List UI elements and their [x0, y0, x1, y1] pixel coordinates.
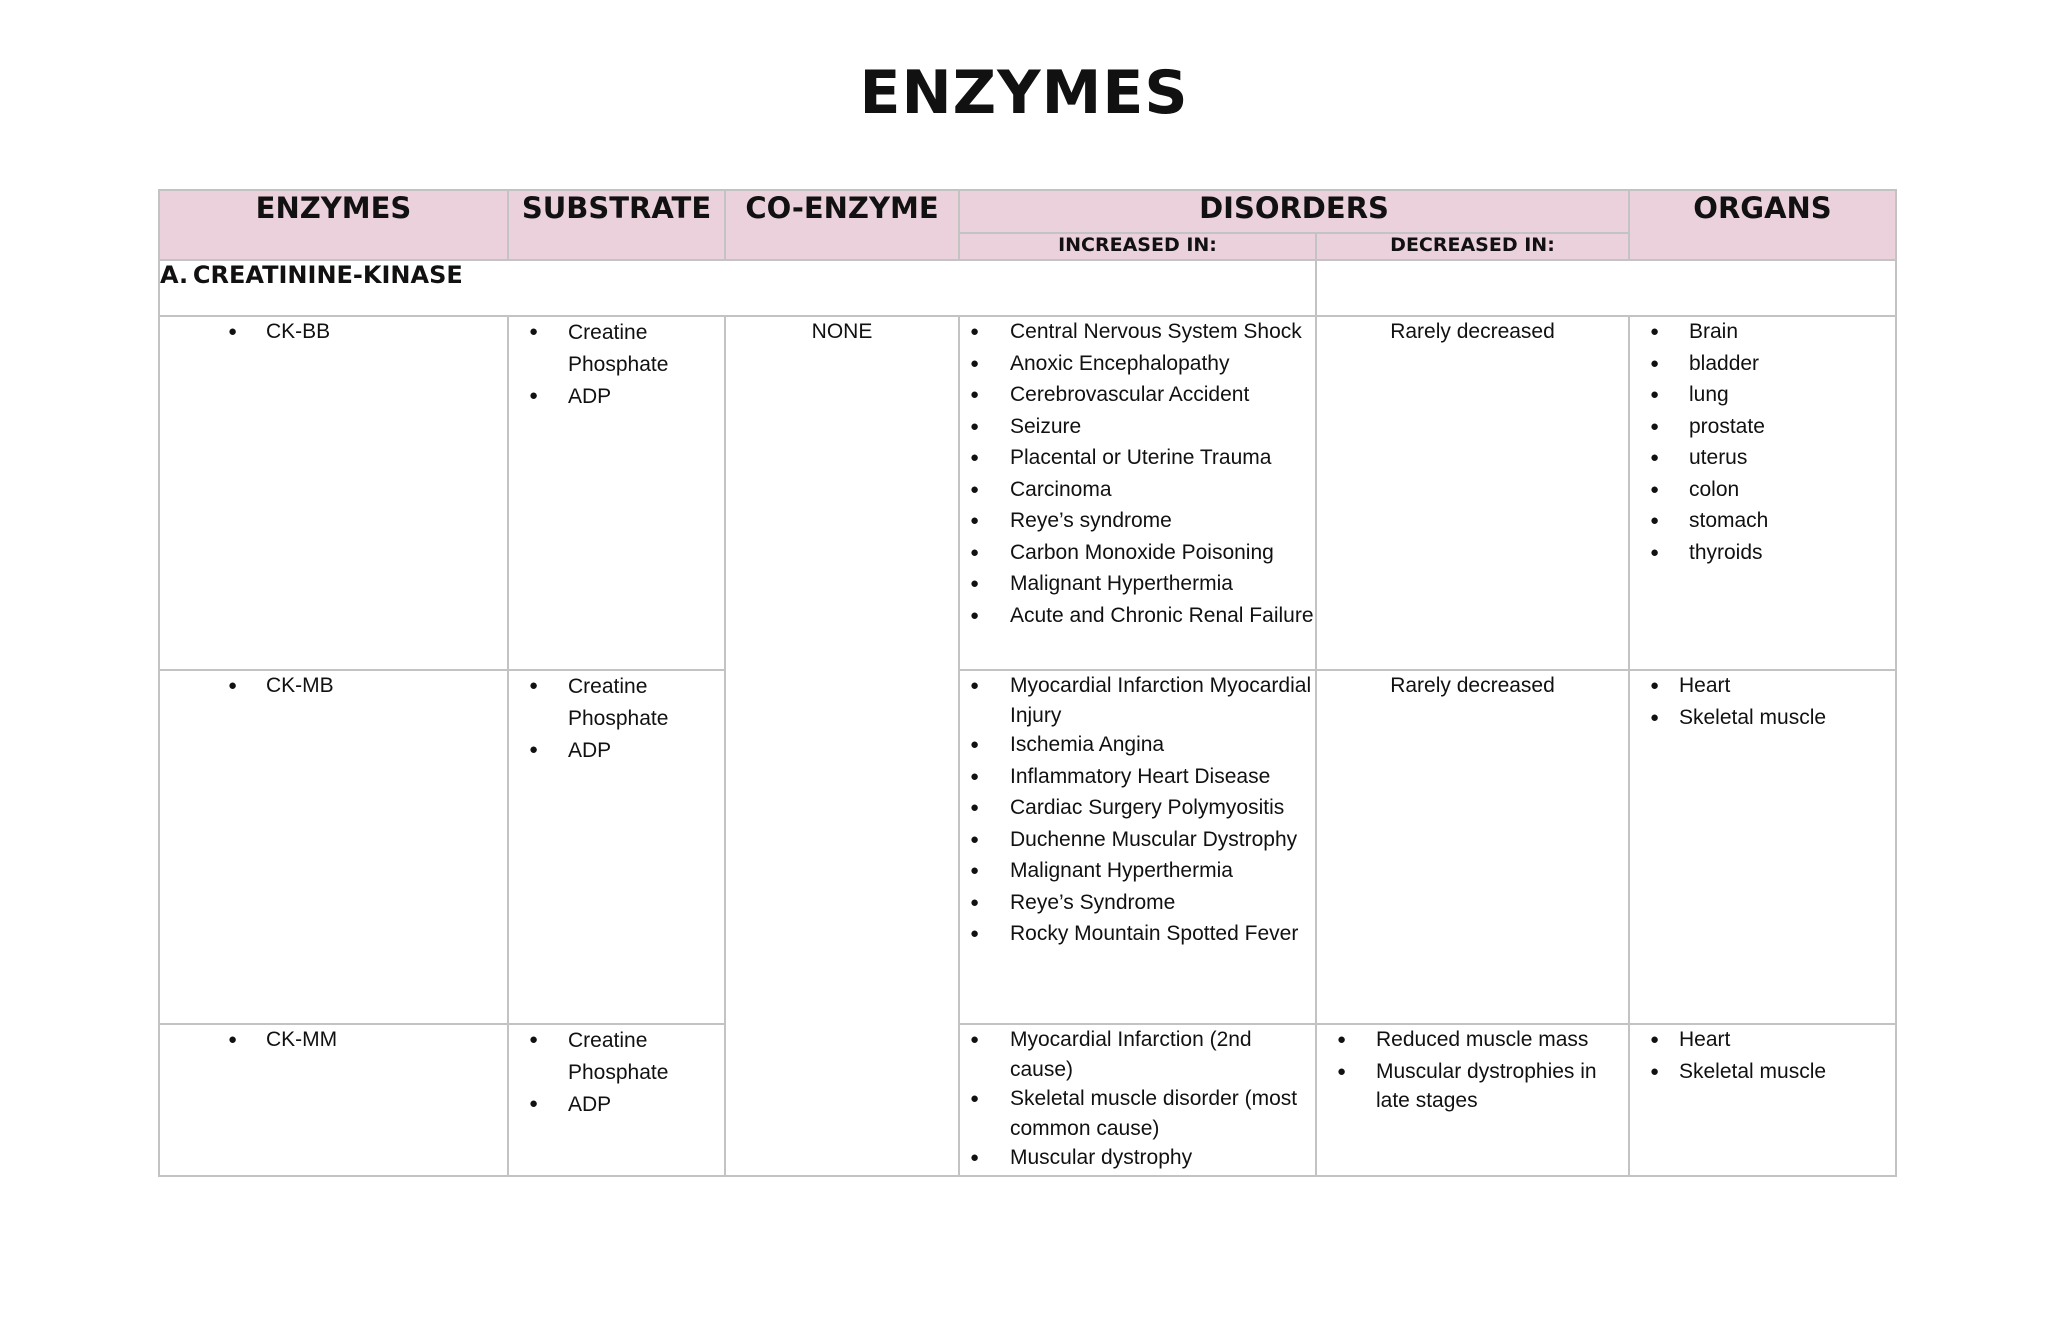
- list-item: ● Central Nervous System Shock: [960, 317, 1315, 349]
- bullet-icon: [1650, 1025, 1679, 1057]
- bullet-icon: [1650, 475, 1689, 507]
- list-item: ● Skeletal muscle disorder (most common cause): [960, 1084, 1315, 1143]
- organs-cell: [1629, 1024, 1896, 1176]
- bullet-icon: [970, 380, 1010, 412]
- list-item: ● Seizure: [960, 412, 1315, 444]
- list-item: ● Creatine Phosphate: [509, 671, 724, 735]
- bullet-icon: [1650, 1057, 1679, 1089]
- list-item: ● Anoxic Encephalopathy: [960, 349, 1315, 381]
- substrate-cell: [508, 1024, 725, 1176]
- bullet-icon: [970, 443, 1010, 475]
- substrate-cell: [508, 670, 725, 1024]
- bullet-icon: [970, 856, 1010, 888]
- bullet-icon: [970, 919, 1010, 951]
- list-item: ● Myocardial Infarction Myocardial Injury: [960, 671, 1315, 730]
- list-item: ● ADP: [509, 735, 724, 767]
- list-item: ● Placental or Uterine Trauma: [960, 443, 1315, 475]
- list-item: ● Malignant Hyperthermia: [960, 856, 1315, 888]
- header-substrate: SUBSTRATE: [508, 190, 725, 260]
- bullet-icon: [1337, 1025, 1376, 1057]
- bullet-icon: [970, 825, 1010, 857]
- bullet-icon: [970, 730, 1010, 762]
- bullet-icon: [1650, 443, 1689, 475]
- list-item: ● CK-BB: [160, 317, 507, 349]
- organs-cell: [1629, 670, 1896, 1024]
- coenzyme-cell: NONE: [725, 316, 959, 1176]
- list-item: ● Reye’s Syndrome: [960, 888, 1315, 920]
- list-item: ● Creatine Phosphate: [509, 1025, 724, 1089]
- list-item: ● Skeletal muscle: [1630, 703, 1895, 735]
- bullet-icon: [1650, 703, 1679, 735]
- bullet-icon: [970, 793, 1010, 825]
- decreased-cell: Rarely decreased: [1316, 316, 1629, 670]
- list-item: ● Heart: [1630, 671, 1895, 703]
- list-item: ● uterus: [1630, 443, 1895, 475]
- list-item: ● ADP: [509, 381, 724, 413]
- bullet-icon: [529, 381, 568, 413]
- list-item: ● Inflammatory Heart Disease: [960, 762, 1315, 794]
- bullet-icon: [1650, 412, 1689, 444]
- bullet-icon: [970, 349, 1010, 381]
- header-coenzyme: CO-ENZYME: [725, 190, 959, 260]
- increased-cell: [959, 316, 1316, 670]
- decreased-cell: Rarely decreased: [1316, 670, 1629, 1024]
- list-item: ● prostate: [1630, 412, 1895, 444]
- bullet-icon: [970, 1025, 1010, 1084]
- list-item: ● Malignant Hyperthermia: [960, 569, 1315, 601]
- header-increased: INCREASED IN:: [959, 233, 1316, 260]
- decreased-cell: [1316, 1024, 1629, 1176]
- list-item: ● CK-MM: [160, 1025, 507, 1057]
- bullet-icon: [970, 888, 1010, 920]
- bullet-icon: [1650, 349, 1689, 381]
- bullet-icon: [970, 1084, 1010, 1143]
- bullet-icon: [529, 1089, 568, 1121]
- list-item: ● bladder: [1630, 349, 1895, 381]
- bullet-icon: [970, 412, 1010, 444]
- bullet-icon: [1650, 538, 1689, 570]
- bullet-icon: [1650, 671, 1679, 703]
- bullet-icon: [529, 671, 568, 735]
- bullet-icon: [228, 1025, 266, 1057]
- list-item: ● thyroids: [1630, 538, 1895, 570]
- bullet-icon: [970, 762, 1010, 794]
- bullet-icon: [970, 569, 1010, 601]
- enzyme-cell: [159, 316, 508, 670]
- list-item: ● Acute and Chronic Renal Failure: [960, 601, 1315, 633]
- list-item: ● ADP: [509, 1089, 724, 1121]
- list-item: ● Reye’s syndrome: [960, 506, 1315, 538]
- enzyme-cell: [159, 1024, 508, 1176]
- header-disorders: DISORDERS: [959, 190, 1629, 233]
- list-item: ● Reduced muscle mass: [1317, 1025, 1628, 1057]
- bullet-icon: [1650, 317, 1689, 349]
- header-decreased: DECREASED IN:: [1316, 233, 1629, 260]
- bullet-icon: [970, 475, 1010, 507]
- bullet-icon: [1650, 380, 1689, 412]
- bullet-icon: [970, 317, 1010, 349]
- bullet-icon: [970, 671, 1010, 730]
- bullet-icon: [1337, 1057, 1376, 1116]
- list-item: ● colon: [1630, 475, 1895, 507]
- list-item: ● Duchenne Muscular Dystrophy: [960, 825, 1315, 857]
- page-title: ENZYMES: [859, 58, 1189, 128]
- header-enzymes: ENZYMES: [159, 190, 508, 260]
- list-item: ● Brain: [1630, 317, 1895, 349]
- list-item: ● Carcinoma: [960, 475, 1315, 507]
- list-item: ● Ischemia Angina: [960, 730, 1315, 762]
- section-empty-cell: [1316, 260, 1896, 316]
- bullet-icon: [970, 601, 1010, 633]
- increased-cell: [959, 1024, 1316, 1176]
- bullet-icon: [970, 1143, 1010, 1175]
- bullet-icon: [529, 1025, 568, 1089]
- substrate-cell: [508, 316, 725, 670]
- list-item: ● CK-MB: [160, 671, 507, 703]
- list-item: ● Cardiac Surgery Polymyositis: [960, 793, 1315, 825]
- list-item: ● Carbon Monoxide Poisoning: [960, 538, 1315, 570]
- enzymes-table: [158, 189, 1897, 1177]
- section-heading: A. CREATININE-KINASE: [159, 260, 1316, 316]
- list-item: ● Rocky Mountain Spotted Fever: [960, 919, 1315, 951]
- list-item: ● Heart: [1630, 1025, 1895, 1057]
- list-item: ● Cerebrovascular Accident: [960, 380, 1315, 412]
- list-item: ● Muscular dystrophies in late stages: [1317, 1057, 1628, 1116]
- increased-cell: [959, 670, 1316, 1024]
- header-organs: ORGANS: [1629, 190, 1896, 260]
- list-item: ● Myocardial Infarction (2nd cause): [960, 1025, 1315, 1084]
- list-item: ● stomach: [1630, 506, 1895, 538]
- bullet-icon: [970, 538, 1010, 570]
- list-item: ● Muscular dystrophy: [960, 1143, 1315, 1175]
- bullet-icon: [529, 735, 568, 767]
- list-item: ● Creatine Phosphate: [509, 317, 724, 381]
- bullet-icon: [1650, 506, 1689, 538]
- organs-cell: [1629, 316, 1896, 670]
- enzyme-cell: [159, 670, 508, 1024]
- bullet-icon: [970, 506, 1010, 538]
- bullet-icon: [228, 671, 266, 703]
- list-item: ● lung: [1630, 380, 1895, 412]
- bullet-icon: [529, 317, 568, 381]
- list-item: ● Skeletal muscle: [1630, 1057, 1895, 1089]
- bullet-icon: [228, 317, 266, 349]
